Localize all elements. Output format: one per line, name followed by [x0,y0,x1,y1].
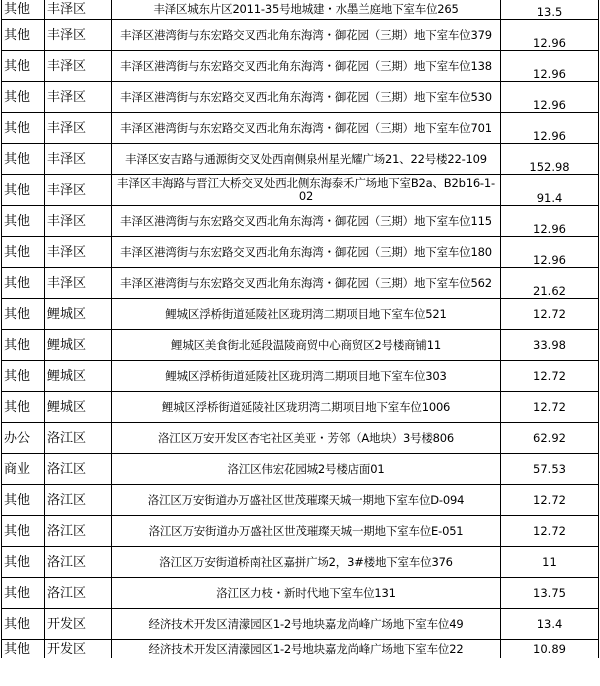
address-cell: 丰泽区港湾街与东宏路交叉西北角东海湾・御花园（三期）地下室车位701 [112,113,501,144]
table-row [2,609,599,640]
table-row [2,330,599,361]
area-cell: 12.72 [501,392,599,423]
table-row [2,82,599,113]
address-cell: 丰泽区港湾街与东宏路交叉西北角东海湾・御花园（三期）地下室车位115 [112,206,501,237]
address-cell: 鲤城区浮桥街道延陵社区珑玥湾二期项目地下室车位521 [112,299,501,330]
use-cell: 其他 [2,237,45,268]
use-cell: 其他 [2,547,45,578]
property-table [1,0,599,658]
use-cell: 其他 [2,0,45,20]
area-cell: 62.92 [501,423,599,454]
table-row [2,144,599,175]
district-cell: 丰泽区 [45,237,112,268]
area-cell: 12.96 [501,82,599,113]
area-cell: 10.89 [501,640,599,659]
table-row [2,268,599,299]
district-cell: 开发区 [45,640,112,659]
use-cell: 其他 [2,640,45,659]
use-cell: 其他 [2,144,45,175]
district-cell: 鲤城区 [45,361,112,392]
use-cell: 其他 [2,175,45,206]
table-row [2,578,599,609]
district-cell: 丰泽区 [45,268,112,299]
address-cell: 经济技术开发区清濛园区1-2号地块嘉龙尚峰广场地下室车位22 [112,640,501,659]
table-row [2,237,599,268]
address-cell: 洛江区万安街道办万盛社区世茂璀璨天城一期地下室车位E-051 [112,516,501,547]
area-cell: 12.96 [501,113,599,144]
address-cell: 洛江区力枝・新时代地下室车位131 [112,578,501,609]
area-cell: 13.75 [501,578,599,609]
area-cell: 12.72 [501,361,599,392]
use-cell: 其他 [2,609,45,640]
district-cell: 洛江区 [45,485,112,516]
address-cell: 经济技术开发区清濛园区1-2号地块嘉龙尚峰广场地下室车位49 [112,609,501,640]
table-row [2,640,599,659]
district-cell: 洛江区 [45,578,112,609]
district-cell: 鲤城区 [45,299,112,330]
address-cell: 洛江区万安开发区杏宅社区美亚・芳邻（A地块）3号楼806 [112,423,501,454]
table-row [2,20,599,51]
district-cell: 丰泽区 [45,82,112,113]
use-cell: 其他 [2,392,45,423]
table-row [2,206,599,237]
district-cell: 洛江区 [45,423,112,454]
use-cell: 商业 [2,454,45,485]
table-row [2,516,599,547]
district-cell: 洛江区 [45,516,112,547]
district-cell: 丰泽区 [45,113,112,144]
address-cell: 洛江区伟宏花园城2号楼店面01 [112,454,501,485]
use-cell: 其他 [2,299,45,330]
table-row [2,454,599,485]
use-cell: 其他 [2,51,45,82]
district-cell: 洛江区 [45,547,112,578]
address-cell: 丰泽区港湾街与东宏路交叉西北角东海湾・御花园（三期）地下室车位180 [112,237,501,268]
use-cell: 办公 [2,423,45,454]
table-row [2,485,599,516]
district-cell: 丰泽区 [45,206,112,237]
use-cell: 其他 [2,113,45,144]
district-cell: 丰泽区 [45,175,112,206]
district-cell: 鲤城区 [45,330,112,361]
table-row [2,113,599,144]
table-row [2,547,599,578]
district-cell: 鲤城区 [45,392,112,423]
use-cell: 其他 [2,82,45,113]
use-cell: 其他 [2,206,45,237]
table-row [2,0,599,20]
district-cell: 洛江区 [45,454,112,485]
district-cell: 丰泽区 [45,51,112,82]
address-cell: 丰泽区城东片区2011-35号地城建・水墨兰庭地下室车位265 [112,0,501,20]
district-cell: 丰泽区 [45,20,112,51]
table-row [2,361,599,392]
address-cell: 丰泽区安吉路与通源街交叉处西南侧泉州星光耀广场21、22号楼22-109 [112,144,501,175]
address-cell: 丰泽区港湾街与东宏路交叉西北角东海湾・御花园（三期）地下室车位562 [112,268,501,299]
area-cell: 12.72 [501,299,599,330]
area-cell: 11 [501,547,599,578]
use-cell: 其他 [2,578,45,609]
area-cell: 12.96 [501,237,599,268]
area-cell: 13.4 [501,609,599,640]
area-cell: 12.96 [501,206,599,237]
area-cell: 91.4 [501,175,599,206]
use-cell: 其他 [2,361,45,392]
address-cell: 洛江区万安街道桥南社区嘉拼广场2，3#楼地下室车位376 [112,547,501,578]
area-cell: 13.5 [501,0,599,20]
area-cell: 12.72 [501,485,599,516]
address-cell: 洛江区万安街道办万盛社区世茂璀璨天城一期地下室车位D-094 [112,485,501,516]
area-cell: 12.72 [501,516,599,547]
address-cell: 丰泽区港湾街与东宏路交叉西北角东海湾・御花园（三期）地下室车位530 [112,82,501,113]
table-row [2,175,599,206]
use-cell: 其他 [2,330,45,361]
area-cell: 12.96 [501,51,599,82]
use-cell: 其他 [2,268,45,299]
district-cell: 丰泽区 [45,144,112,175]
address-cell: 丰泽区港湾街与东宏路交叉西北角东海湾・御花园（三期）地下室车位379 [112,20,501,51]
area-cell: 33.98 [501,330,599,361]
district-cell: 丰泽区 [45,0,112,20]
area-cell: 21.62 [501,268,599,299]
area-cell: 57.53 [501,454,599,485]
address-cell: 丰泽区丰海路与晋江大桥交叉处西北侧东海泰禾广场地下室B2a、B2b16-1-02 [112,175,501,206]
district-cell: 开发区 [45,609,112,640]
address-cell: 丰泽区港湾街与东宏路交叉西北角东海湾・御花园（三期）地下室车位138 [112,51,501,82]
address-cell: 鲤城区美食街北延段温陵商贸中心商贸区2号楼商铺11 [112,330,501,361]
address-cell: 鲤城区浮桥街道延陵社区珑玥湾二期项目地下室车位1006 [112,392,501,423]
table-body [2,0,599,658]
use-cell: 其他 [2,20,45,51]
area-cell: 12.96 [501,20,599,51]
table-row [2,392,599,423]
address-cell: 鲤城区浮桥街道延陵社区珑玥湾二期项目地下室车位303 [112,361,501,392]
table-row [2,299,599,330]
table-row [2,51,599,82]
use-cell: 其他 [2,485,45,516]
use-cell: 其他 [2,516,45,547]
area-cell: 152.98 [501,144,599,175]
table-row [2,423,599,454]
